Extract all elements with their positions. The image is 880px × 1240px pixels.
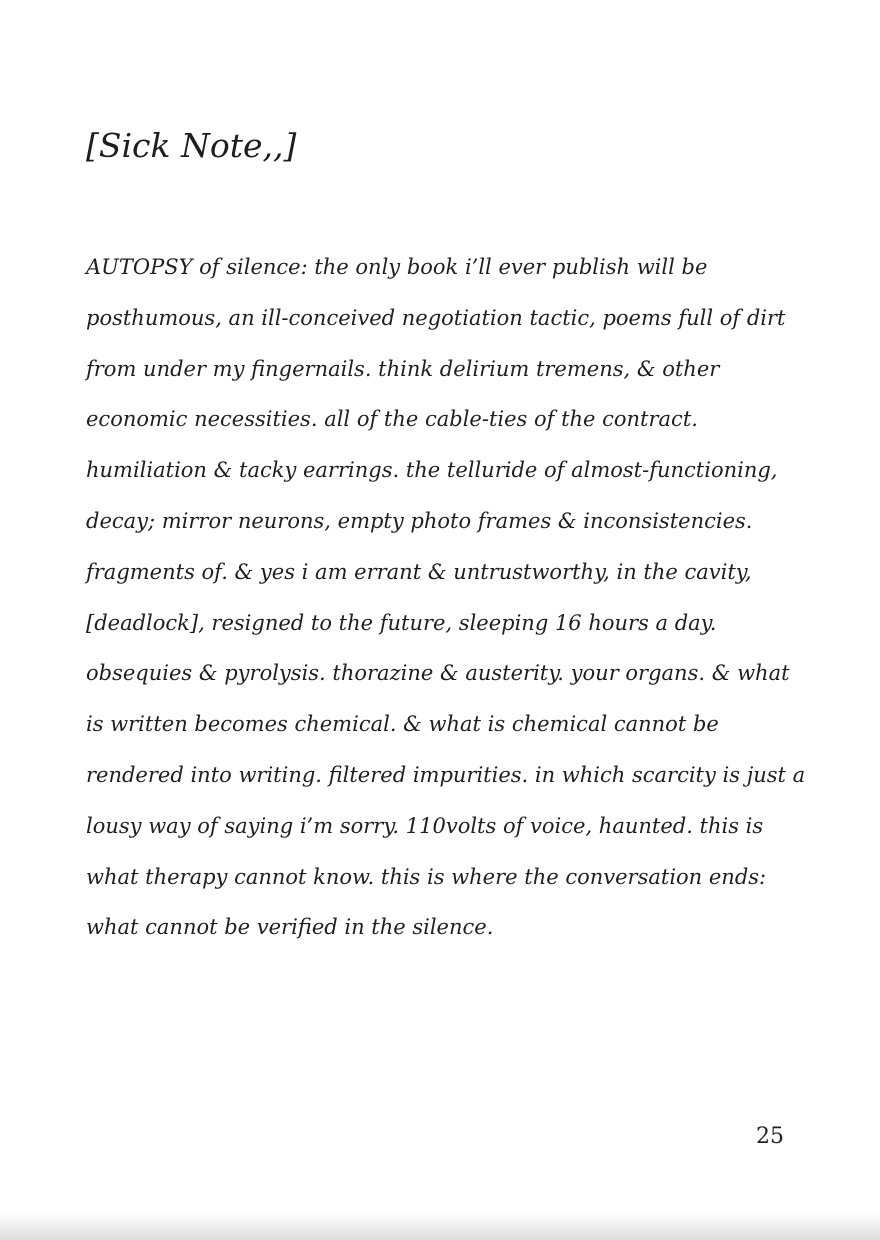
poem-line: posthumous, an ill-conceived negotiation tactic, poems full of dirt <box>86 305 786 330</box>
page-bottom-shadow <box>0 1212 880 1240</box>
poem-line: humiliation & tacky earrings. the telluride of almost-functioning, <box>86 458 778 483</box>
poem-title: [Sick Note,,] <box>86 126 297 165</box>
poem-line: AUTOPSY of silence: the only book i’ll ever publish will be <box>86 255 708 279</box>
poem-line: decay; mirror neurons, empty photo frames & inconsistencies. <box>86 508 753 533</box>
poem-line: what cannot be verified in the silence. <box>86 915 494 940</box>
poem-line: rendered into writing. filtered impurities. in which scarcity is just a <box>86 762 806 787</box>
poem-line: what therapy cannot know. this is where the conversation ends: <box>86 864 767 889</box>
poem-line: from under my fingernails. think delirium tremens, & other <box>86 356 720 381</box>
poem-body <box>86 248 806 959</box>
page-number: 25 <box>756 1124 784 1149</box>
poem-line: is written becomes chemical. & what is chemical cannot be <box>86 712 719 737</box>
poem-line: obsequies & pyrolysis. thorazine & austerity. your organs. & what <box>86 661 790 686</box>
poem-line: economic necessities. all of the cable-ties of the contract. <box>86 407 698 432</box>
poem-line: lousy way of saying i’m sorry. 110volts of voice, haunted. this is <box>86 813 764 838</box>
poem-line: [deadlock], resigned to the future, sleeping 16 hours a day. <box>86 610 717 635</box>
poem-line: fragments of. & yes i am errant & untrustworthy, in the cavity, <box>86 559 752 584</box>
